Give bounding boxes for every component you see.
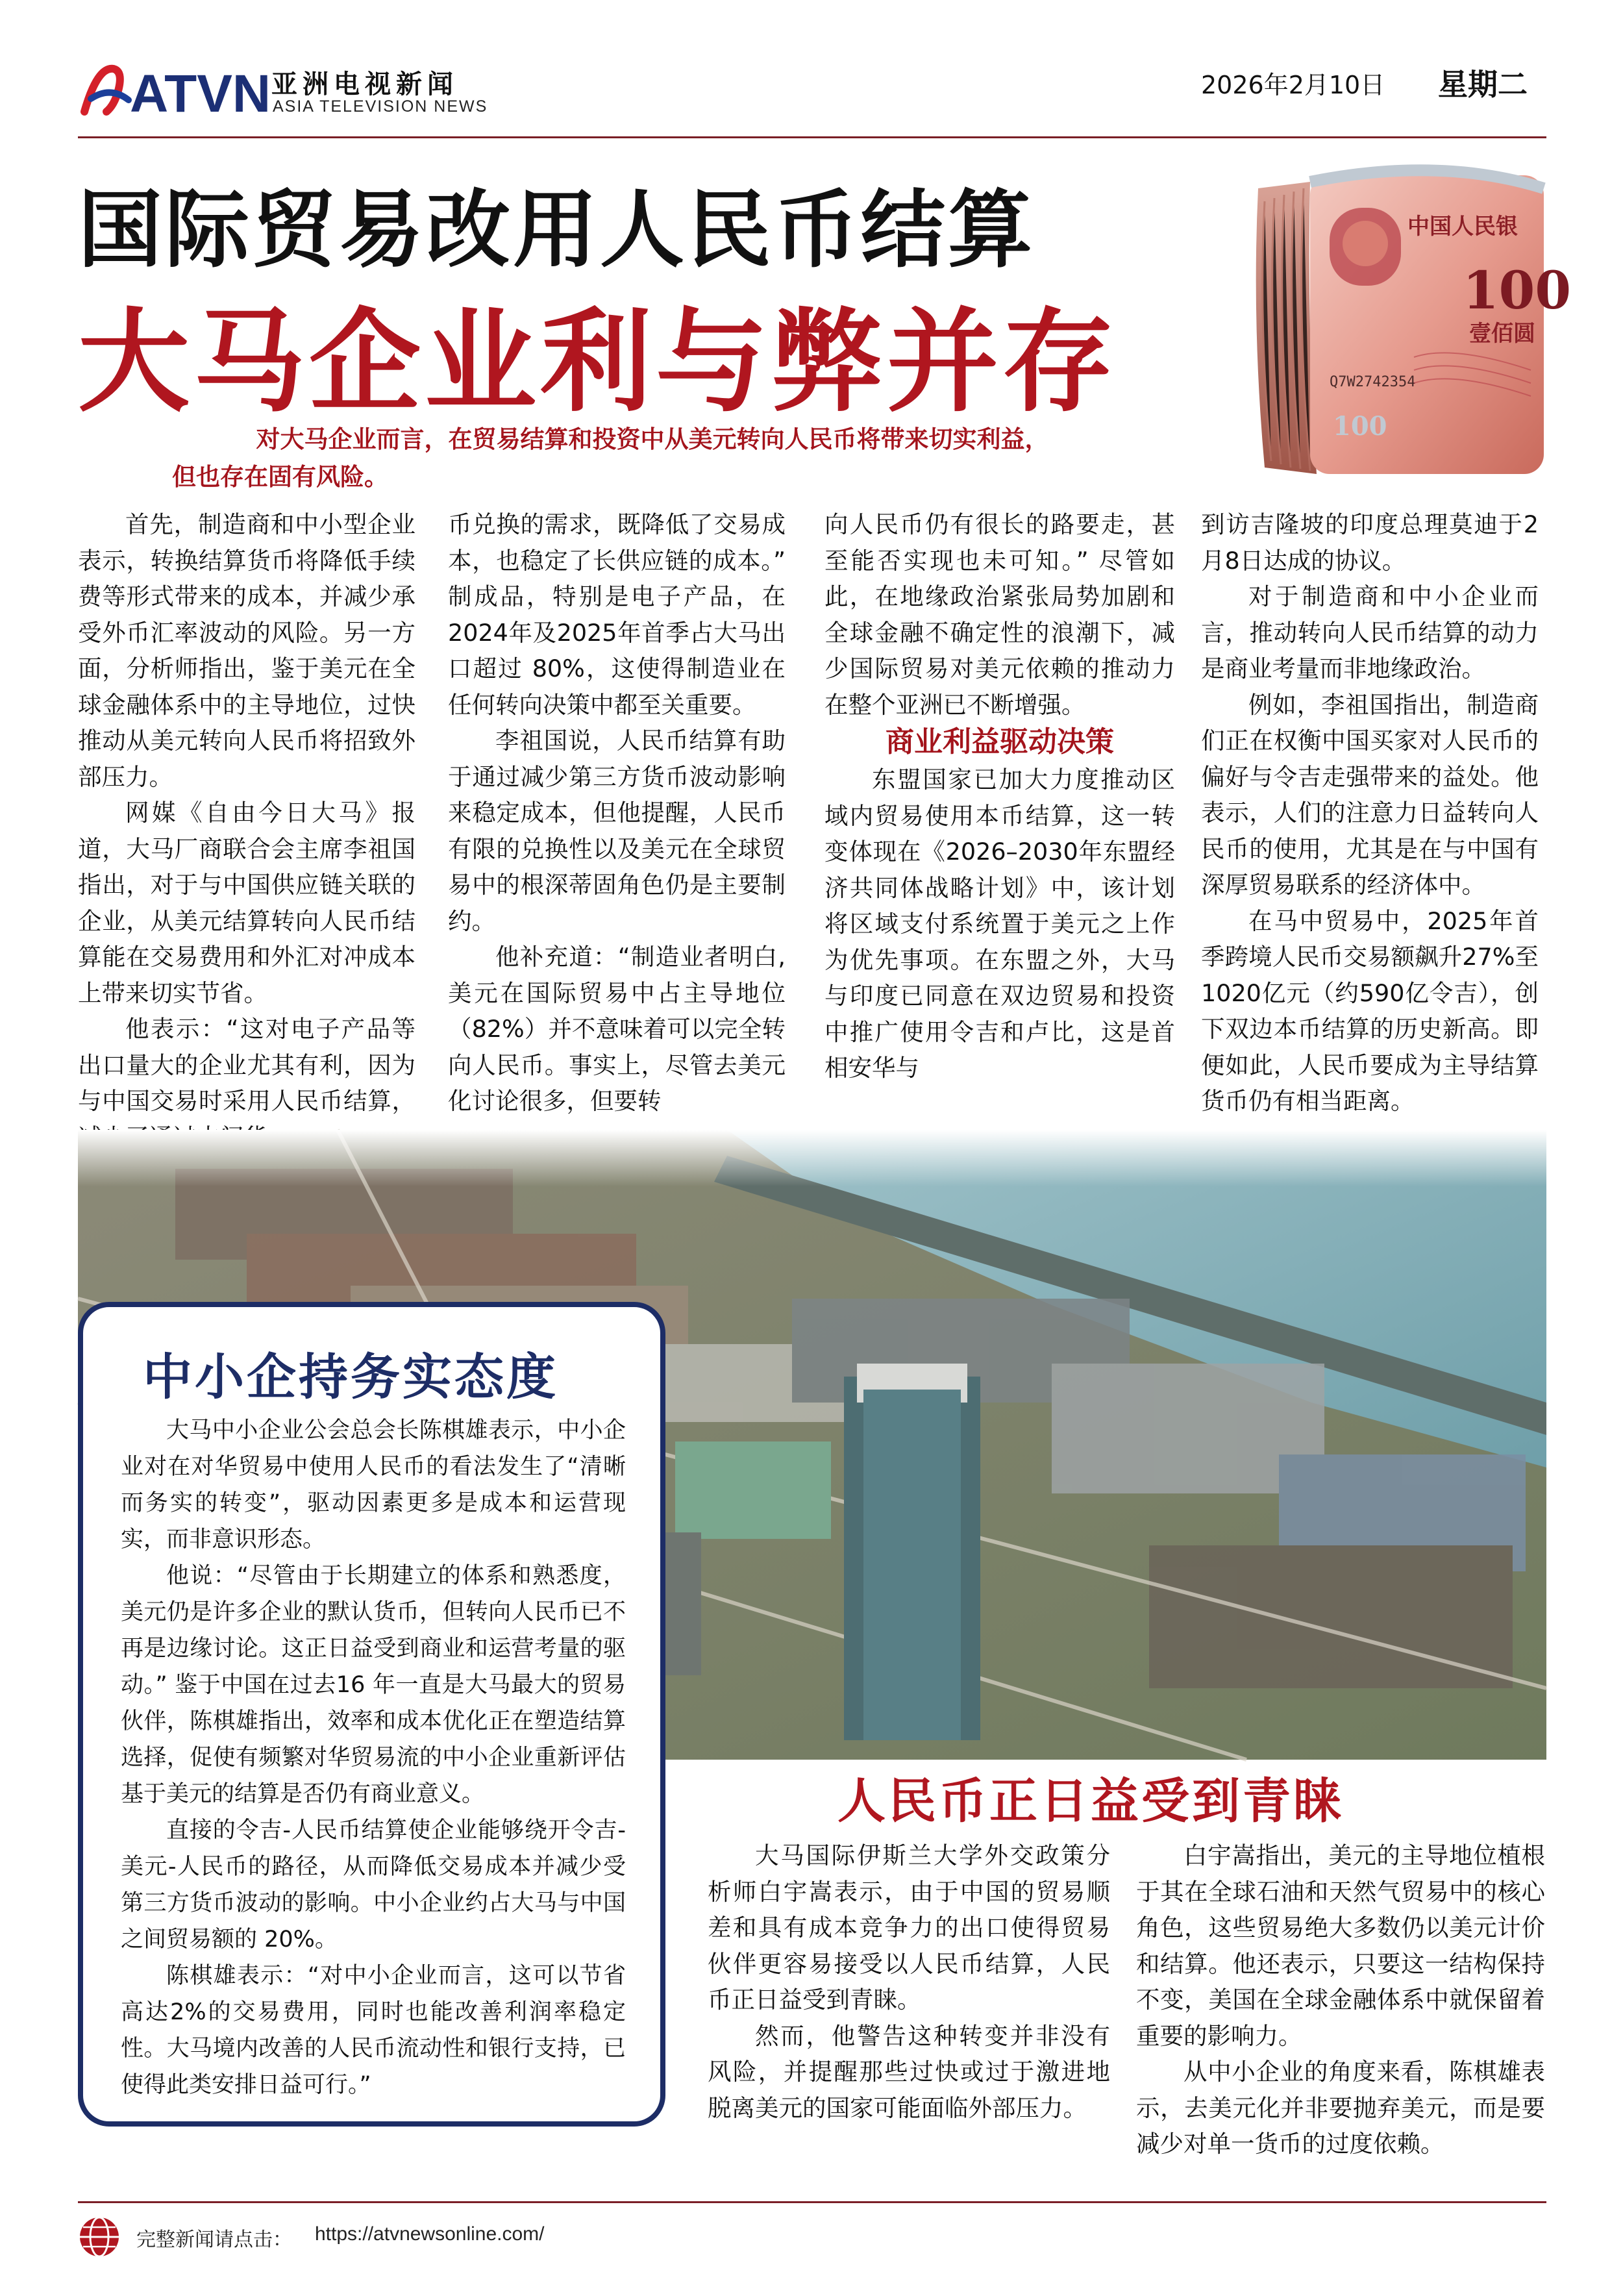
svg-text:ATVN: ATVN: [130, 64, 271, 123]
article2-column-2: [1136, 1838, 1545, 2162]
bottom-rule: [78, 2201, 1546, 2203]
paragraph: 到访吉隆坡的印度总理莫迪于2月8日达成的协议。: [1201, 510, 1539, 575]
deck: [166, 421, 1139, 496]
sidebar-body: [121, 1412, 626, 2103]
paragraph: 直接的令吉-人民币结算使企业能够绕开令吉-美元-人民币的路径，从而降低交易成本并减少受第三方货币波动的影响。中小企业约占大马与中国之间贸易额的 20%。: [121, 1817, 626, 1953]
paragraph: 首先，制造商和中小型企业表示，转换结算货币将降低手续费等形式带来的成本，并减少承受外币汇率波动的风险。另一方面，分析师指出，鉴于美元在全球金融体系中的主导地位，过快推动从美元转向人民币将招致外部压力。: [78, 510, 415, 791]
paragraph: 向人民币仍有很长的路要走，甚至能否实现也未可知。” 尽管如此，在地缘政治紧张局势加剧和全球金融不确定性的浪潮下，减少国际贸易对美元依赖的推动力在整个亚洲已不断增强。: [824, 510, 1175, 719]
column-2: [448, 506, 786, 1119]
paragraph: 币兑换的需求，既降低了交易成本，也稳定了长供应链的成本。” 制成品，特别是电子产品，在2024年及2025年首季占大马出口超过 80%，这使得制造业在任何转向决策中都至关重要。: [448, 510, 786, 719]
article2-title: 人民币正日益受到青睐: [837, 1773, 1344, 1829]
article2-column-1: [708, 1838, 1110, 2126]
headline-line2: 大马企业利与弊并存: [78, 297, 1118, 427]
svg-text:Q7W2742354: Q7W2742354: [1330, 374, 1416, 390]
brand-name-cn: 亚洲电视新闻: [271, 69, 458, 99]
sidebar-title: 中小企持务实态度: [143, 1348, 558, 1406]
issue-weekday: 星期二: [1438, 67, 1528, 102]
footer-label: 完整新闻请点击：: [136, 2228, 292, 2251]
paragraph: 对于制造商和中小企业而言，推动转向人民币结算的动力是商业考量而非地缘政治。: [1201, 582, 1539, 682]
svg-text:100: 100: [1333, 411, 1387, 442]
column-3: [824, 506, 1175, 1086]
svg-text:中国人民银: 中国人民银: [1407, 214, 1518, 240]
deck-line1: 对大马企业而言，在贸易结算和投资中从美元转向人民币将带来切实利益，: [256, 425, 1049, 453]
money-roll-illustration: [1245, 162, 1571, 487]
deck-line2: 但也存在固有风险。: [172, 463, 388, 491]
brand-name-en: ASIA TELEVISION NEWS: [273, 97, 488, 116]
paragraph: 陈棋雄表示：“对中小企业而言，这可以节省高达2%的交易费用，同时也能改善利润率稳定性。大马境内改善的人民币流动性和银行支持，已使得此类安排日益可行。”: [121, 1963, 626, 2098]
top-rule: [78, 136, 1546, 138]
paragraph: 李祖国说，人民币结算有助于通过减少第三方货币波动影响来稳定成本，但他提醒，人民币有限的兑换性以及美元在全球贸易中的根深蒂固角色仍是主要制约。: [448, 727, 786, 935]
svg-text:壹佰圆: 壹佰圆: [1469, 321, 1535, 347]
issue-date: 2026年2月10日: [1201, 71, 1385, 99]
column-4: [1201, 506, 1539, 1119]
paragraph: 网媒《自由今日大马》报道，大马厂商联合会主席李祖国指出，对于与中国供应链关联的企业，从美元结算转向人民币结算能在交易费用和外汇对冲成本上带来切实节省。: [78, 799, 415, 1007]
atvn-logo: [78, 60, 271, 123]
column-1: [78, 506, 415, 1155]
paragraph: 大马国际伊斯兰大学外交政策分析师白宇嵩表示，由于中国的贸易顺差和具有成本竞争力的出口使得贸易伙伴更容易接受以人民币结算，人民币正日益受到青睐。: [708, 1841, 1110, 2014]
paragraph: 白宇嵩指出，美元的主导地位植根于其在全球石油和天然气贸易中的核心角色，这些贸易绝大多数仍以美元计价和结算。他还表示，只要这一结构保持不变，美国在全球金融体系中就保留着重要的影响力。: [1136, 1841, 1545, 2050]
subhead-business-interest: 商业利益驱动决策: [886, 725, 1114, 758]
paragraph: 他补充道：“制造业者明白,美元在国际贸易中占主导地位（82%）并不意味着可以完全转向人民币。事实上，尽管去美元化讨论很多，但要转: [448, 943, 786, 1115]
footer-link[interactable]: https://atvnewsonline.com/: [315, 2223, 545, 2245]
paragraph: 他说：“尽管由于长期建立的体系和熟悉度，美元仍是许多企业的默认货币，但转向人民币已不再是边缘讨论。这正日益受到商业和运营考量的驱动。” 鉴于中国在过去16 年一直是大马最大的贸易伙伴，陈棋雄指出，效率和成本优化正在塑造结算选择，促使有频繁对华贸易流的中小企业重新评估基于美元的结算是否仍有商业意义。: [121, 1563, 626, 1807]
headline-line1: 国际贸易改用人民币结算: [78, 181, 1035, 279]
paragraph: 例如，李祖国指出，制造商们正在权衡中国买家对人民币的偏好与令吉走强带来的益处。他表示，人们的注意力日益转向人民币的使用，尤其是在与中国有深厚贸易联系的经济体中。: [1201, 690, 1539, 899]
paragraph: 大马中小企业公会总会长陈棋雄表示，中小企业对在对华贸易中使用人民币的看法发生了“清晰而务实的转变”，驱动因素更多是成本和运营现实，而非意识形态。: [121, 1417, 626, 1553]
svg-text:100: 100: [1463, 260, 1571, 321]
paragraph: 然而，他警告这种转变并非没有风险，并提醒那些过快或过于激进地脱离美元的国家可能面临外部压力。: [708, 2021, 1110, 2122]
globe-icon: [77, 2214, 122, 2260]
paragraph: 从中小企业的角度来看，陈棋雄表示，去美元化并非要抛弃美元，而是要减少对单一货币的过度依赖。: [1136, 2058, 1545, 2158]
paragraph: 东盟国家已加大力度推动区域内贸易使用本币结算，这一转变体现在《2026–2030年东盟经济共同体战略计划》中，该计划将区域支付系统置于美元之上作为优先事项。在东盟之外，大马与印度已同意在双边贸易和投资中推广使用令吉和卢比，这是首相安华与: [824, 766, 1175, 1082]
paragraph: 在马中贸易中，2025年首季跨境人民币交易额飙升27%至1020亿元（约590亿令吉），创下双边本币结算的历史新高。即便如此，人民币要成为主导结算货币仍有相当距离。: [1201, 906, 1539, 1115]
paragraph: 他表示：“这对电子产品等出口量大的企业尤其有利，因为与中国交易时采用人民币结算，: [78, 1015, 415, 1115]
